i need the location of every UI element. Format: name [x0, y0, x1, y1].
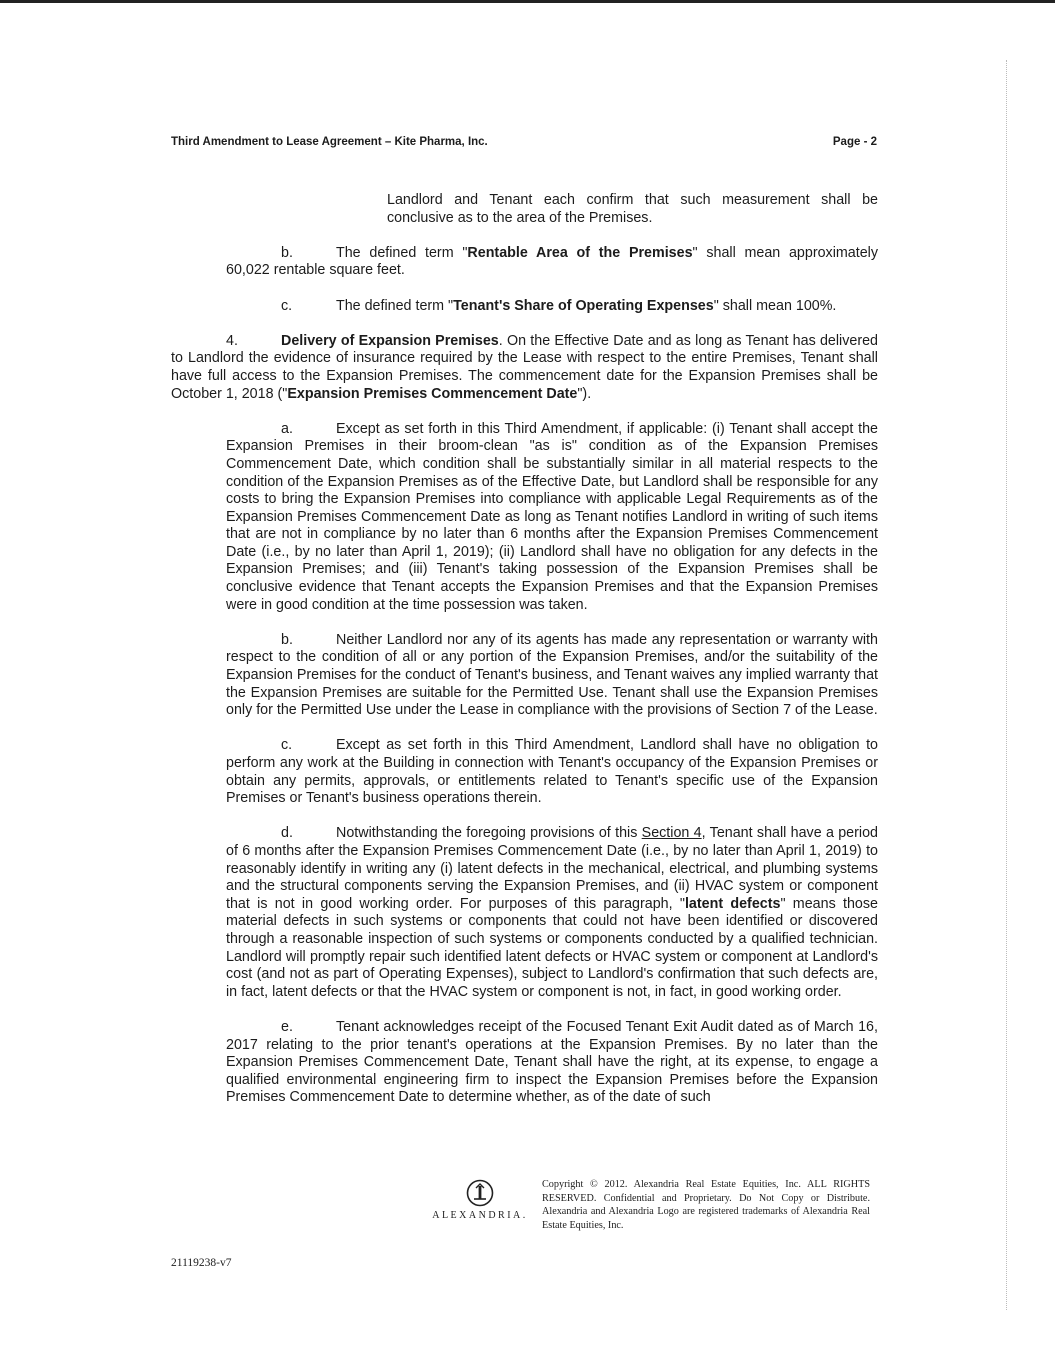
copyright-notice: Copyright © 2012. Alexandria Real Estate Equities, Inc. ALL RIGHTS RESERVED. Confidential and Proprietary. Do Not Copy or Distribute. Alexandria and Alexandria Logo are registered trademarks of Alexandria Real Estate Equities, Inc.	[542, 1179, 870, 1231]
item-label: c.	[281, 297, 293, 314]
item-4e: e. Tenant acknowledges receipt of the Focused Tenant Exit Audit dated as of March 16, 2017 relating to the prior tenant's operations at the Expansion Premises. By no later than the Expansion Premises Commencement Date, Tenant shall have the right, at its expense, to engage a qualified environmental engineering firm to inspect the Expansion Premises before the Expansion Premises Commencement Date to determine whether, as of the date of such	[226, 1018, 878, 1106]
top-rule	[0, 0, 1055, 3]
section-reference: Section 4	[641, 825, 702, 842]
paragraph-intro: Landlord and Tenant each confirm that such measurement shall be conclusive as to the area of the Premises.	[387, 192, 878, 226]
defined-term: latent defects	[684, 895, 781, 912]
page-header	[171, 136, 877, 154]
item-label: e.	[281, 1018, 293, 1035]
item-4a: a. Except as set forth in this Third Amendment, if applicable: (i) Tenant shall accept the Expansion Premises in their broom-clean "as is" condition as of the Expansion Premises Commencement Date, which condition shall be substantially similar in all material respects to the condition of the Expansion Premises as of the Effective Date, but Landlord shall be responsible for any costs to bring the Expansion Premises into compliance with applicable Legal Requirements as of the Expansion Premises Commencement Date as long as Tenant notifies Landlord in writing of such items that are not in compliance by no later than 6 months after the Expansion Premises Commencement Date (i.e., by no later than April 1, 2019); (ii) Landlord shall have no obligation for any defects in the Expansion Premises; and (iii) Tenant's taking possession of the Expansion Premises shall be conclusive evidence that Tenant accepts the Expansion Premises and that the Expansion Premises were in good condition at the time possession was taken.	[226, 420, 878, 613]
item-label: b.	[281, 244, 293, 261]
item-label: b.	[281, 631, 293, 648]
document-title: Third Amendment to Lease Agreement – Kite Pharma, Inc.	[171, 136, 488, 148]
logo-text: ALEXANDRIA.	[432, 1210, 528, 1221]
item-label: a.	[281, 420, 293, 437]
alexandria-logo	[430, 1178, 530, 1238]
defined-term: Tenant's Share of Operating Expenses	[453, 297, 714, 314]
section-heading: Delivery of Expansion Premises	[281, 332, 499, 349]
item-4b: b. Neither Landlord nor any of its agents has made any representation or warranty with respect to the condition of all or any portion of the Expansion Premises, and/or the suitability of the Expansion Premises for the conduct of Tenant's business, and Tenant waives any implied warranty that the Expansion Premises are suitable for the Permitted Use. Tenant shall use the Expansion Premises only for the Permitted Use under the Lease in compliance with the provisions of Section 7 of the Lease.	[226, 631, 878, 719]
item-label: c.	[281, 737, 293, 754]
document-body	[171, 192, 878, 1107]
item-3b: b. The defined term "Rentable Area of the Premises" shall mean approximately 60,022 rentable square feet.	[226, 244, 878, 279]
item-3c: c. The defined term "Tenant's Share of Operating Expenses" shall mean 100%.	[281, 297, 837, 314]
item-4d: d. Notwithstanding the foregoing provisions of this Section 4, Tenant shall have a period of 6 months after the Expansion Premises Commencement Date (i.e., by no later than April 1, 2019) to reasonably identify in writing any (i) latent defects in the mechanical, electrical, and plumbing systems and the structural components serving the Expansion Premises, and (ii) HVAC system or component that is not in good working order. For purposes of this paragraph, "latent defects" means those material defects in such systems or components that could not have been identified or discovered through a reasonable inspection of such systems or components conducted by a qualified technician. Landlord will promptly repair such identified latent defects or HVAC system or component at Landlord's cost (and not as part of Operating Expenses), subject to Landlord's confirmation that such defects are, in fact, latent defects or that the HVAC system or component is not, in fact, in good working order.	[226, 825, 878, 1000]
item-4c: c. Except as set forth in this Third Amendment, Landlord shall have no obligation to perform any work at the Building in connection with Tenant's occupancy of the Expansion Premises or obtain any permits, approvals, or entitlements related to Tenant's specific use of the Expansion Premises or Tenant's business operations therein.	[226, 737, 878, 807]
page-footer	[430, 1178, 880, 1248]
defined-term: Expansion Premises Commencement Date	[287, 385, 578, 402]
document-id: 21119238-v7	[171, 1257, 232, 1269]
defined-term: Rentable Area of the Premises	[467, 244, 693, 261]
section-4: 4. Delivery of Expansion Premises. On the Effective Date and as long as Tenant has delivered to Landlord the evidence of insurance required by the Lease with respect to the entire Premises, Tenant shall have full access to the Expansion Premises. The commencement date for the Expansion Premises shall be October 1, 2018 ("Expansion Premises Commencement Date").	[171, 332, 878, 402]
item-label: d.	[281, 825, 293, 842]
alexandria-emblem-icon	[465, 1178, 495, 1208]
scan-edge	[1005, 60, 1007, 1310]
section-number: 4.	[226, 332, 238, 349]
page-number: Page - 2	[832, 136, 877, 148]
